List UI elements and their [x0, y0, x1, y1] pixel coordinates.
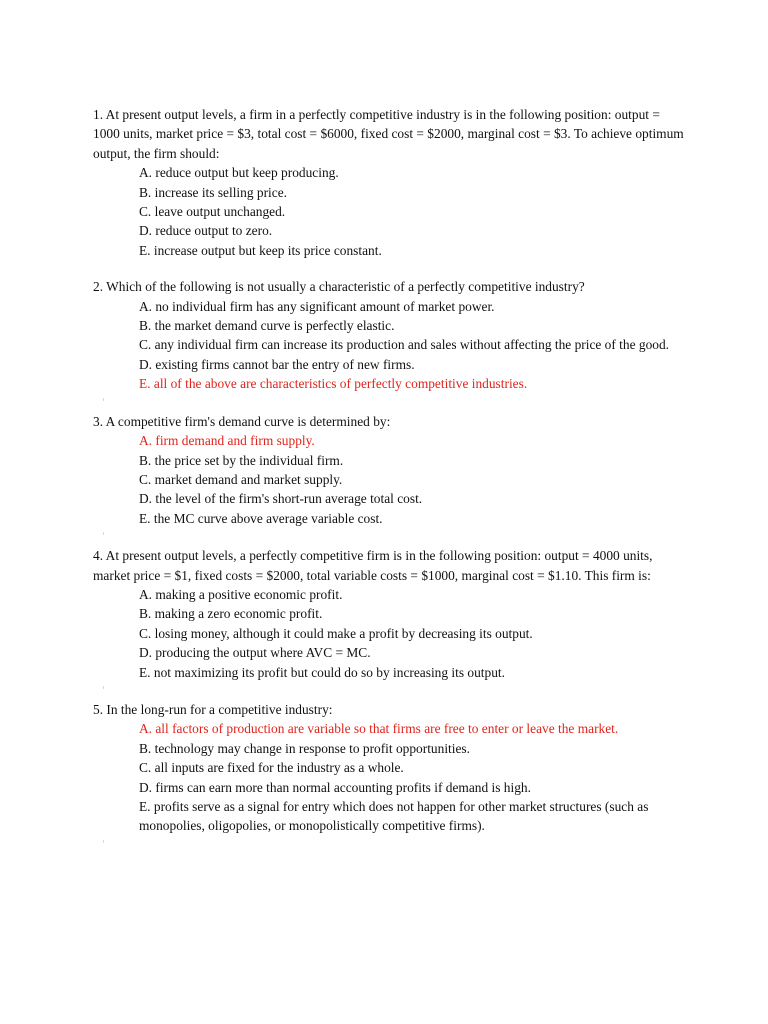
question-divider: [93, 528, 685, 546]
answer-option-e: E. the MC curve above average variable cost.: [139, 510, 383, 526]
answer-option-e: E. not maximizing its profit but could do so by increasing its output.: [139, 664, 505, 680]
question-3: [93, 412, 685, 528]
question-stem: 3. A competitive firm's demand curve is determined by:: [93, 413, 391, 429]
answer-option-a-highlighted: A. firm demand and firm supply.: [139, 433, 315, 449]
answer-option-a: A. reduce output but keep producing.: [139, 165, 339, 181]
question-stem: 4. At present output levels, a perfectly competitive firm is in the following position: output = 4000 units, market price = $1, fixed costs = $2000, total variable costs = $1000, marginal cost = $1.10. This firm is:: [93, 548, 653, 583]
question-stem: 1. At present output levels, a firm in a perfectly competitive industry is in the following position: output = 1000 units, market price = $3, total cost = $6000, fixed cost = $2000, marginal cost = $3. To achieve optimum output, the firm should:: [93, 107, 684, 161]
divider-mark: [103, 840, 104, 843]
answer-option-e: E. profits serve as a signal for entry which does not happen for other market structures (such as monopolies, oligopolies, or monopolistically competitive firms).: [139, 799, 649, 834]
divider-mark: [103, 686, 104, 689]
answer-option-c: C. losing money, although it could make a profit by decreasing its output.: [139, 625, 533, 641]
question-divider: [93, 260, 685, 277]
answer-option-d: D. the level of the firm's short-run average total cost.: [139, 491, 423, 507]
question-stem: 5. In the long-run for a competitive industry:: [93, 701, 333, 717]
answer-option-b: B. increase its selling price.: [139, 184, 287, 200]
answer-option-d: D. producing the output where AVC = MC.: [139, 645, 371, 661]
answer-option-a: A. making a positive economic profit.: [139, 586, 343, 602]
divider-mark: [103, 532, 104, 535]
answer-option-b: B. the price set by the individual firm.: [139, 452, 344, 468]
question-divider: [93, 682, 685, 700]
answer-option-c: C. any individual firm can increase its production and sales without affecting the price of the good.: [139, 337, 670, 353]
answer-option-b: B. technology may change in response to profit opportunities.: [139, 740, 470, 756]
answer-option-c: C. market demand and market supply.: [139, 471, 343, 487]
question-2: [93, 277, 685, 393]
answer-option-b: B. the market demand curve is perfectly elastic.: [139, 318, 395, 334]
question-1: [93, 105, 685, 260]
answer-option-d: D. reduce output to zero.: [139, 223, 273, 239]
answer-option-a-highlighted: A. all factors of production are variable so that firms are free to enter or leave the market.: [139, 721, 619, 737]
answer-option-d: D. firms can earn more than normal accounting profits if demand is high.: [139, 779, 531, 795]
question-4: [93, 546, 685, 682]
question-divider: [93, 836, 685, 854]
answer-option-e-highlighted: E. all of the above are characteristics of perfectly competitive industries.: [139, 376, 528, 392]
answer-option-e: E. increase output but keep its price constant.: [139, 242, 382, 258]
answer-option-c: C. leave output unchanged.: [139, 204, 286, 220]
answer-option-a: A. no individual firm has any significant amount of market power.: [139, 298, 495, 314]
question-5: [93, 700, 685, 836]
question-stem: 2. Which of the following is not usually a characteristic of a perfectly competitive industry?: [93, 279, 585, 295]
answer-option-d: D. existing firms cannot bar the entry of new firms.: [139, 356, 415, 372]
document-page: [93, 105, 685, 854]
question-divider: [93, 394, 685, 412]
divider-mark: [103, 398, 104, 401]
answer-option-c: C. all inputs are fixed for the industry as a whole.: [139, 760, 404, 776]
answer-option-b: B. making a zero economic profit.: [139, 606, 323, 622]
